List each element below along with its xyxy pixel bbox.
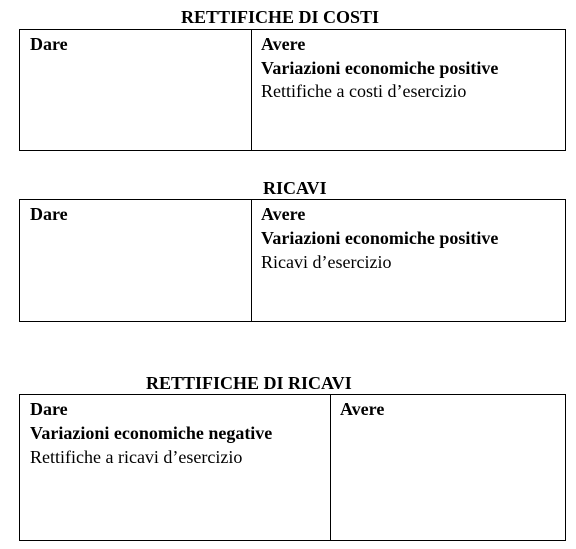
t-account	[19, 199, 566, 322]
avere-column	[331, 395, 565, 540]
avere-subheading: Variazioni economiche positive	[261, 58, 499, 78]
avere-heading: Avere	[261, 204, 306, 224]
avere-heading: Avere	[340, 399, 385, 419]
avere-column	[252, 200, 565, 321]
dare-heading: Dare	[30, 204, 68, 224]
account-title: RETTIFICHE DI RICAVI	[146, 373, 352, 393]
dare-column	[20, 395, 331, 540]
account-title: RICAVI	[263, 178, 327, 198]
dare-entry: Rettifiche a ricavi d’esercizio	[30, 447, 243, 467]
dare-heading: Dare	[30, 34, 68, 54]
avere-entry: Rettifiche a costi d’esercizio	[261, 81, 467, 101]
t-account	[19, 29, 566, 151]
avere-column	[252, 30, 565, 150]
avere-subheading: Variazioni economiche positive	[261, 228, 499, 248]
account-title: RETTIFICHE DI COSTI	[181, 7, 380, 27]
avere-heading: Avere	[261, 34, 306, 54]
dare-subheading: Variazioni economiche negative	[30, 423, 273, 443]
avere-entry: Ricavi d’esercizio	[261, 252, 392, 272]
dare-column	[20, 30, 252, 150]
dare-column	[20, 200, 252, 321]
t-account	[19, 394, 566, 541]
dare-heading: Dare	[30, 399, 68, 419]
